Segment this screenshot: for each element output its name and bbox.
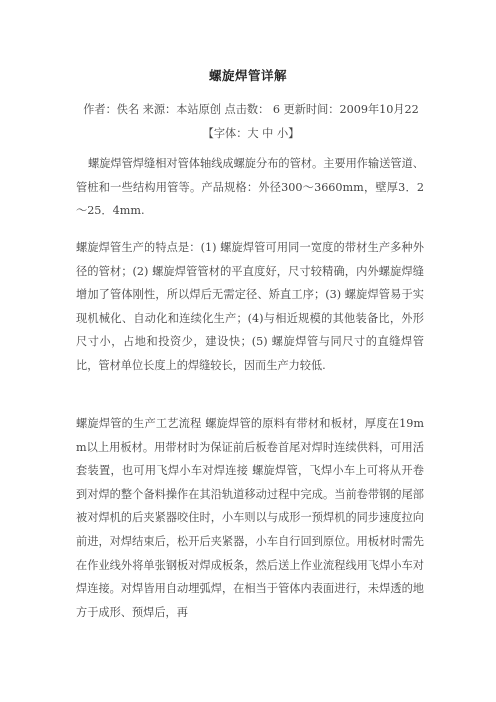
paragraph-features: 螺旋焊管生产的特点是：(1) 螺旋焊管可用同一宽度的带材生产多种外径的管材；(2) 螺旋焊管管材的平直度好，尺寸较精确，内外螺旋焊缝增加了管体刚性，所以焊后无需定径、矫直工序；(3) 螺旋焊管易于实现机械化、自动化和连续化生产；(4)与相近规模的其他装备比，外形尺寸小，占地和投资少，建设快；(5) 螺旋焊管与同尺寸的直缝焊管比，管材单位长度上的焊缝较长，因而生产力较低. (76, 241, 424, 372)
font-size-small-link[interactable]: 小 (276, 127, 289, 140)
article-title: 螺旋焊管详解 (208, 68, 287, 83)
article-meta (76, 98, 426, 146)
font-size-large-link[interactable]: 大 (247, 127, 259, 140)
font-size-medium-link[interactable]: 中 (262, 127, 274, 140)
meta-info: 作者：佚名 来源：本站原创 点击数： 6 更新时间：2009年10月22 (83, 103, 419, 116)
font-size-label: 【字体： (202, 127, 248, 140)
paragraph-process: 螺旋焊管的生产工艺流程 螺旋焊管的原料有带材和板材，厚度在19mm以上用板材。用带材时为保证前后板卷首尾对焊时连续供料，可用活套装置，也可用飞焊小车对焊连接 螺旋焊管，飞焊小车上可将从开卷到对焊的整个备料操作在其沿轨道移动过程中完成。当前卷带钢的尾部被对焊机的后夹紧器咬住时，小车则以与成形一预焊机的同步速度拉向前进，对焊结束后，松开后夹紧器，小车自行回到原位。用板材时需先在作业线外将单张钢板对焊成板条，然后送上作业流程线用飞焊小车对焊连接。对焊皆用自动埋弧焊，在相当于管体内表面进行，未焊透的地方于成形、预焊后，再 (76, 417, 424, 619)
font-size-bracket: 】 (288, 127, 300, 140)
paragraph-intro: 螺旋焊管焊缝相对管体轴线成螺旋分布的管材。主要用作输送管道、管桩和一些结构用管等。产品规格：外径300～3660mm，壁厚3．2～25．4mm. (76, 157, 424, 218)
